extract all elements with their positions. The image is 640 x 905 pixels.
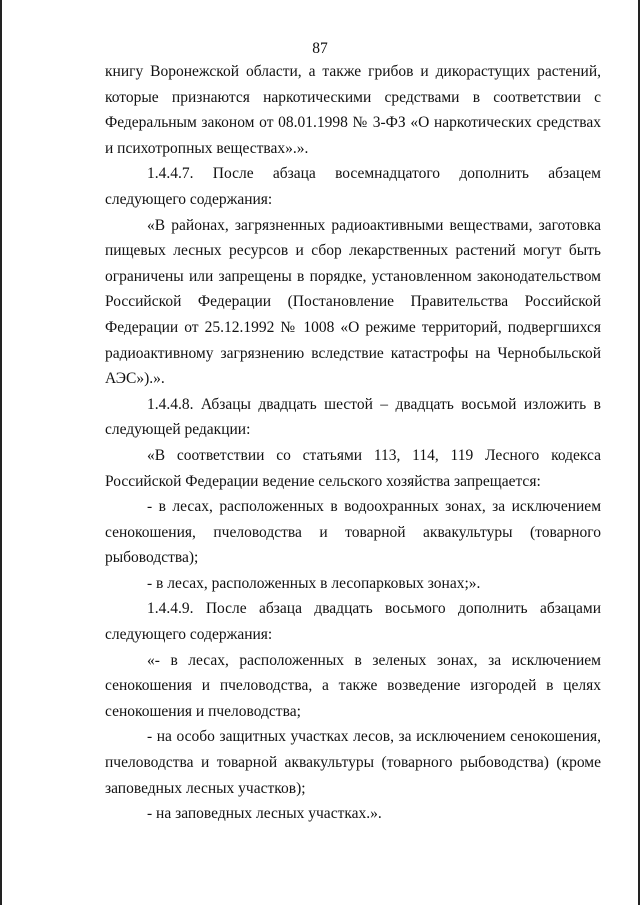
paragraph-quoted-radioactive: «В районах, загрязненных радиоактивными веществами, заготовка пищевых лесных ресурсов и сбор лекарственных растений могут быть ограничены или запрещены в порядке, установленном законодательством Российской Федерации (Постановление Правительства Российской Федерации от 25.12.1992 № 1008 «О режиме территорий, подвергшихся радиоактивному загрязнению вследствие катастрофы на Чернобыльской АЭС»).». [105,216,601,388]
list-item-protective-areas: - на особо защитных участках лесов, за исключением сенокошения, пчеловодства и товарной аквакультуры (товарного рыбоводства) (кроме заповедных лесных участков); [105,728,601,797]
list-item-reserved-areas: - на заповедных лесных участках.». [147,805,382,823]
page-number: 87 [312,40,328,57]
paragraph-amendment-1-4-4-7: 1.4.4.7. После абзаца восемнадцатого дополнить абзацем следующего содержания: [105,165,601,208]
paragraph-amendment-1-4-4-9: 1.4.4.9. После абзаца двадцать восьмого дополнить абзацами следующего содержания: [105,600,601,644]
list-item-forest-park: - в лесах, расположенных в лесопарковых зонах;». [147,574,481,592]
paragraph-continuation: книгу Воронежской области, а также грибов и дикорастущих растений, которые признаются наркотическими средствами в соответствии с Федеральным законом от 08.01.1998 № 3-ФЗ «О наркотических средствах и психотропных веществах».». [105,63,601,157]
paragraph-quoted-articles: «В соответствии со статьями 113, 114, 119 Лесного кодекса Российской Федерации ведение сельского хозяйства запрещается: [105,446,601,490]
list-item-water-protection: - в лесах, расположенных в водоохранных зонах, за исключением сенокошения, пчеловодства и товарной аквакультуры (товарного рыбоводства); [105,498,601,567]
list-item-green-zones: «- в лесах, расположенных в зеленых зонах, за исключением сенокошения и пчеловодства, а также возведение изгородей в целях сенокошения и пчеловодства; [105,651,601,720]
document-body [105,59,601,827]
paragraph-amendment-1-4-4-8: 1.4.4.8. Абзацы двадцать шестой – двадцать восьмой изложить в следующей редакции: [105,395,601,439]
